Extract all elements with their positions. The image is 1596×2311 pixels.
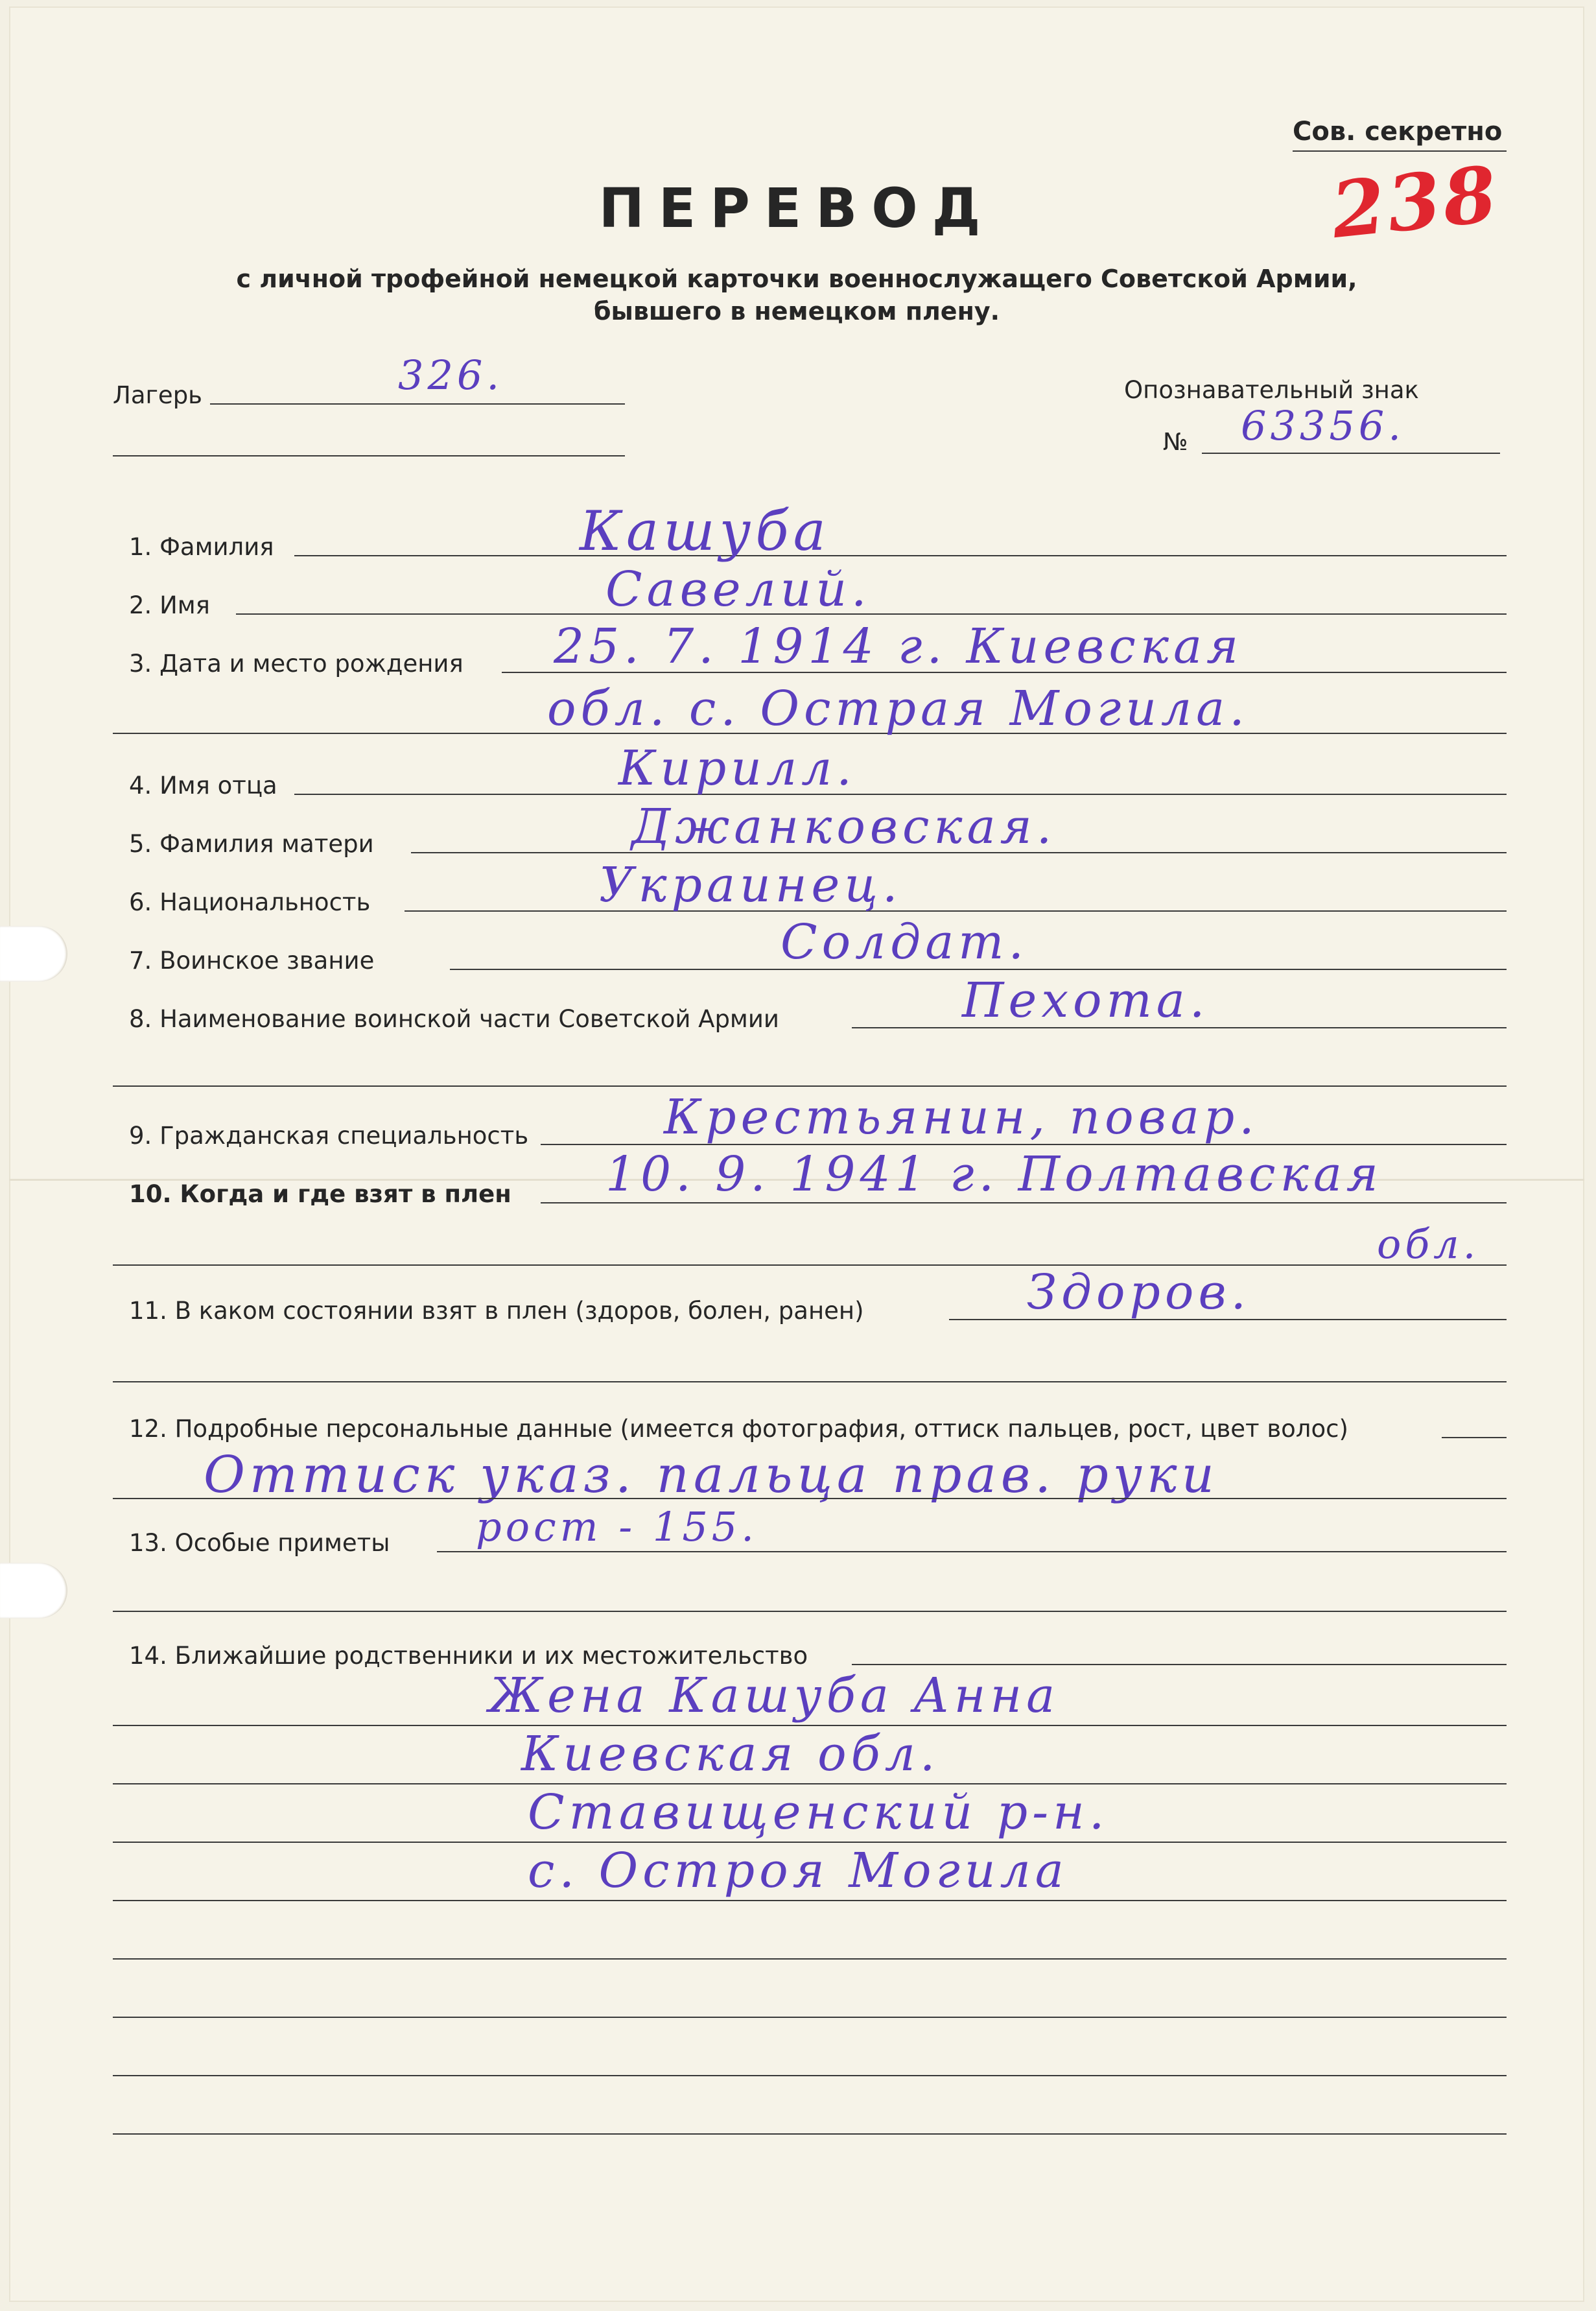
document-subtitle-line2: бывшего в немецком плену. xyxy=(593,297,1000,326)
camp-line xyxy=(210,403,625,405)
field-2-line xyxy=(236,613,1507,615)
field-12-line-2 xyxy=(113,1498,1507,1499)
field-8-line-2 xyxy=(113,1085,1507,1087)
field-14-line-5 xyxy=(113,1900,1507,1901)
field-4-label: 4. Имя отца xyxy=(129,772,277,800)
camp-label: Лагерь xyxy=(113,381,202,409)
blank-line xyxy=(113,2075,1507,2076)
field-11-value: Здоров. xyxy=(1027,1264,1251,1320)
field-12-label: 12. Подробные персональные данные (имеется фотография, оттиск пальцев, рост, цвет волос) xyxy=(129,1415,1348,1443)
field-10-line-2 xyxy=(113,1264,1507,1266)
field-13-value: рост - 155. xyxy=(476,1503,758,1550)
field-4-value: Кирилл. xyxy=(618,741,856,796)
field-14-label: 14. Ближайшие родственники и их местожительство xyxy=(129,1642,808,1670)
field-3-value-line2: обл. с. Острая Могила. xyxy=(547,681,1249,737)
field-1-value: Кашуба xyxy=(580,499,830,563)
field-5-label: 5. Фамилия матери xyxy=(129,830,374,858)
field-6-value: Украинец. xyxy=(599,857,902,913)
field-8-value: Пехота. xyxy=(962,973,1210,1028)
punch-hole xyxy=(0,926,67,982)
field-3-value-line1: 25. 7. 1914 г. Киевская xyxy=(554,619,1243,674)
camp-line-2 xyxy=(113,455,625,456)
field-8-label: 8. Наименование воинской части Советской Армии xyxy=(129,1005,779,1033)
field-13-label: 13. Особые приметы xyxy=(129,1529,390,1557)
id-tag-line xyxy=(1202,453,1500,454)
field-10-label: 10. Когда и где взят в плен xyxy=(129,1180,511,1208)
relatives-line-4: с. Остроя Могила xyxy=(528,1843,1068,1899)
blank-line xyxy=(113,2017,1507,2018)
blank-line xyxy=(113,2133,1507,2135)
field-11-label: 11. В каком состоянии взят в плен (здоров, болен, ранен) xyxy=(129,1297,864,1325)
field-7-label: 7. Воинское звание xyxy=(129,947,375,975)
field-12-line xyxy=(1442,1437,1507,1438)
blank-line xyxy=(113,1958,1507,1960)
field-5-value: Джанковская. xyxy=(631,799,1057,855)
punch-hole xyxy=(0,1563,67,1618)
field-10-line xyxy=(541,1202,1507,1203)
field-9-label: 9. Гражданская специальность xyxy=(129,1122,529,1150)
field-13-line xyxy=(437,1551,1507,1552)
field-1-label: 1. Фамилия xyxy=(129,533,274,561)
relatives-line-3: Ставищенский р-н. xyxy=(528,1784,1109,1840)
field-10-value-line2: обл. xyxy=(1377,1220,1480,1268)
id-tag-label: Опознавательный знак xyxy=(1124,376,1419,404)
field-9-value: Крестьянин, повар. xyxy=(664,1089,1259,1145)
id-tag-no-label: № xyxy=(1163,428,1188,456)
field-3-label: 3. Дата и место рождения xyxy=(129,650,464,678)
document-page xyxy=(9,6,1584,2302)
field-4-line xyxy=(294,794,1507,795)
document-subtitle-line1: с личной трофейной немецкой карточки военнослужащего Советской Армии, xyxy=(236,265,1357,293)
field-1-line xyxy=(294,555,1507,556)
field-13-line-2 xyxy=(113,1611,1507,1612)
id-tag-value: 63356. xyxy=(1241,402,1405,449)
field-11-line-2 xyxy=(113,1381,1507,1382)
field-7-value: Солдат. xyxy=(780,914,1028,970)
field-10-value-line1: 10. 9. 1941 г. Полтавская xyxy=(605,1146,1383,1202)
classification-mark: Сов. секретно xyxy=(1293,117,1503,147)
document-title: ПЕРЕВОД xyxy=(598,176,995,240)
camp-value: 326. xyxy=(398,351,504,399)
red-stamp-number: 238 xyxy=(1327,148,1503,256)
field-6-line xyxy=(405,910,1507,912)
relatives-line-1: Жена Кашуба Анна xyxy=(489,1668,1060,1724)
field-14-line xyxy=(852,1664,1507,1665)
field-6-label: 6. Национальность xyxy=(129,888,371,916)
field-2-value: Савелий. xyxy=(605,562,871,617)
field-12-value: Оттиск указ. пальца прав. руки xyxy=(204,1446,1219,1504)
field-2-label: 2. Имя xyxy=(129,591,210,619)
relatives-line-2: Киевская обл. xyxy=(521,1726,940,1782)
